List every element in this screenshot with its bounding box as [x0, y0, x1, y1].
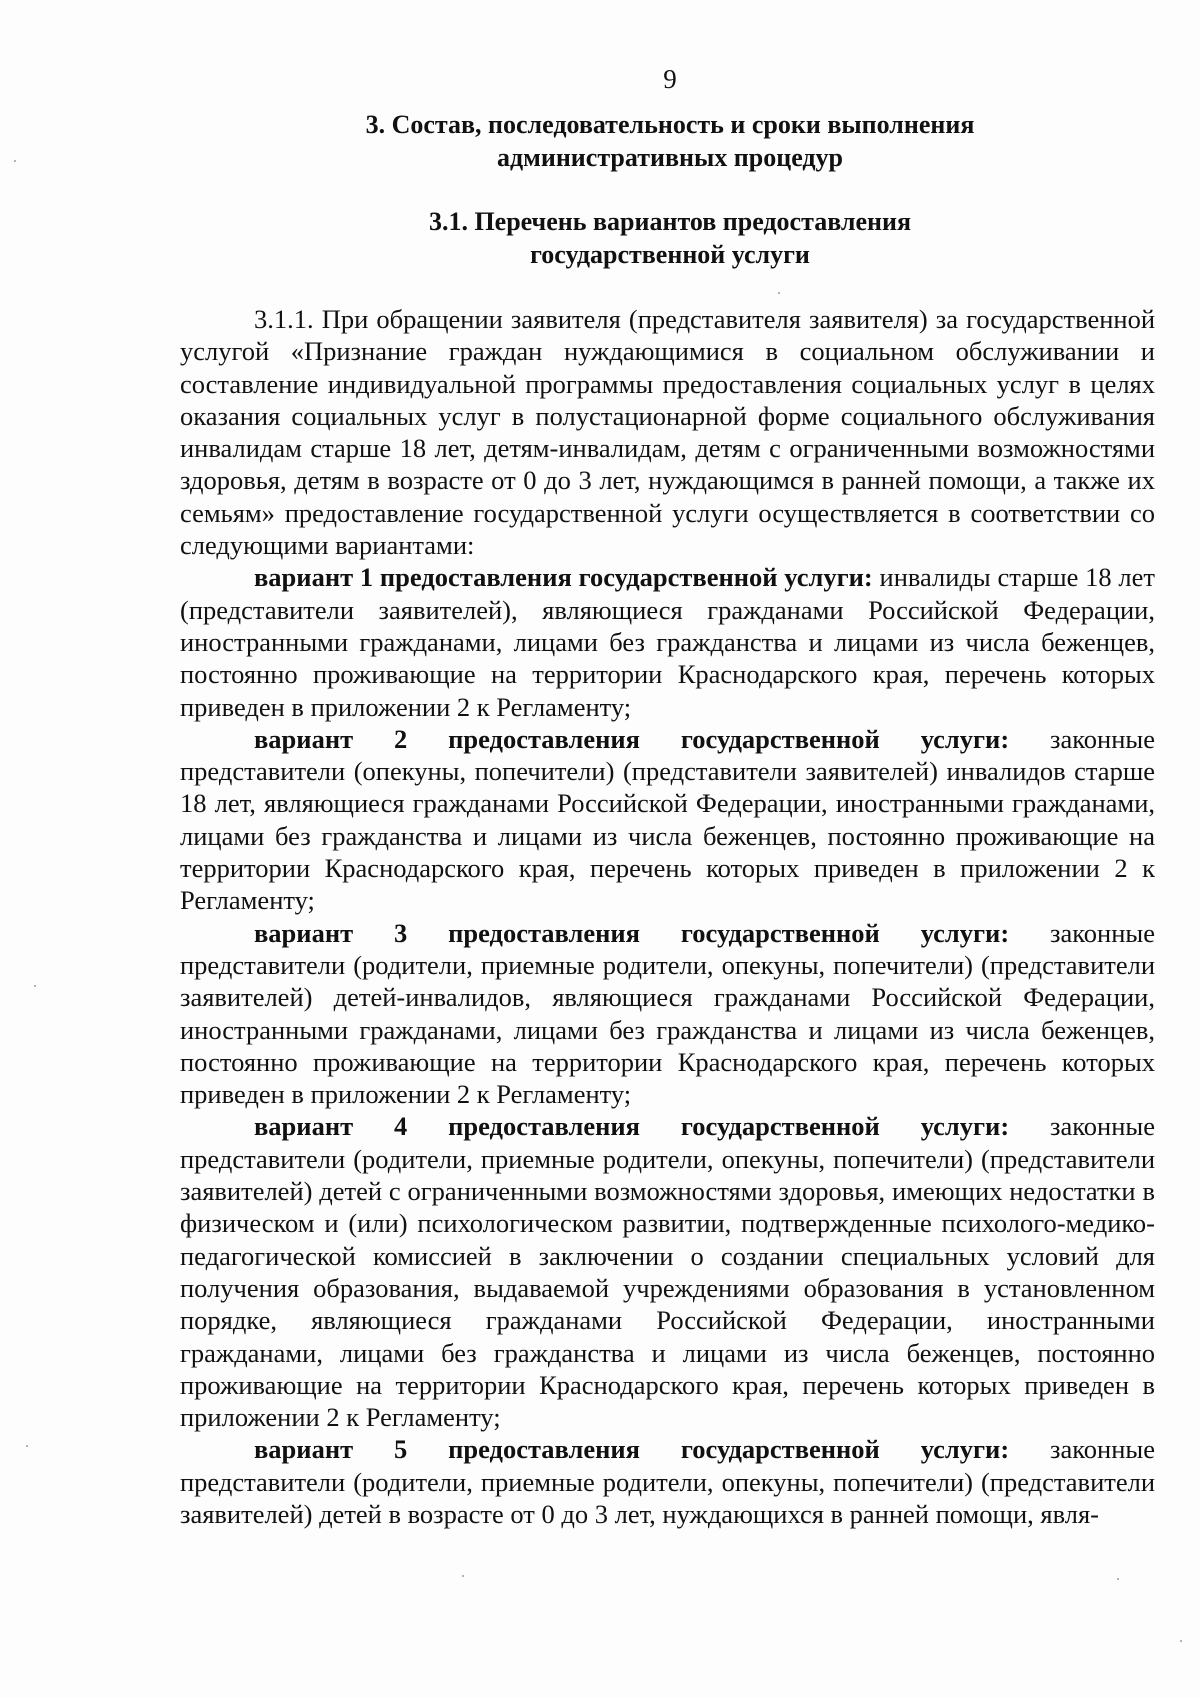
variant-text-1: инвалиды старше 18 лет (представители заявителей), являющиеся гражданами Российской Федерации, иностранными гражданами, лицами без гражданства и лицами из числа беженцев, постоянно проживающие на территории Краснодарского края, перечень которых приведен в приложении 2 к Регламенту; — [180, 562, 1155, 722]
variant-label-1: вариант 1 предоставления государственной услуги: — [254, 562, 873, 593]
variant-text-4: законные представители (родители, приемные родители, опекуны, попечители) (представители заявителей) детей с ограниченными возможностями здоровья, имеющих недостатки в физическом и (или) психологическом развитии, подтвержденные психолого-медико-педагогической комиссией в заключении о создании специальных условий для получения образования, выдаваемой учреждениями образования в установленном порядке, являющиеся гражданами Российской Федерации, иностранными гражданами, лицами без гражданства и лицами из числа беженцев, постоянно проживающие на территории Краснодарского края, перечень которых приведен в приложении 2 к Регламенту; — [180, 1111, 1155, 1433]
variant-text-2: законные представители (опекуны, попечители) (представители заявителей) инвалидов старше 18 лет, являющиеся гражданами Российской Федерации, иностранными гражданами, лицами без гражданства и лицами из числа беженцев, постоянно проживающие на территории Краснодарского края, перечень которых приведен в приложении 2 к Регламенту; — [180, 723, 1155, 916]
variant-label-4: вариант 4 предоставления государственной услуги: — [254, 1111, 1010, 1142]
variant-paragraph-5 — [180, 1433, 1155, 1530]
scan-speck — [34, 985, 36, 987]
variant-label-2: вариант 2 предоставления государственной услуги: — [254, 723, 1010, 754]
variant-text-3: законные представители (родители, приемные родители, опекуны, попечители) (представители заявителей) детей-инвалидов, являющиеся гражданами Российской Федерации, иностранными гражданами, лицами без гражданства и лицами из числа беженцев, постоянно проживающие на территории Краснодарского края, перечень которых приведен в приложении 2 к Регламенту; — [180, 917, 1155, 1110]
page-number: 9 — [663, 64, 677, 94]
variant-paragraph-1 — [180, 561, 1155, 722]
scan-speck — [14, 160, 16, 162]
section-heading-line-1: 3. Состав, последовательность и сроки выполнения — [365, 110, 975, 139]
variant-label-3: вариант 3 предоставления государственной услуги: — [254, 917, 1010, 948]
scan-speck — [778, 292, 780, 294]
intro-paragraph: 3.1.1. При обращении заявителя (представителя заявителя) за государственной услугой «Признание граждан нуждающимися в социальном обслуживании и составление индивидуальной программы предоставления социальных услуг в целях оказания социальных услуг в полустационарной форме социального обслуживания инвалидам старше 18 лет, детям-инвалидам, детям с ограниченными возможностями здоровья, детям в возрасте от 0 до 3 лет, нуждающимся в ранней помощи, а также их семьям» предоставление государственной услуги осуществляется в соответствии со следующими вариантами: — [180, 304, 1155, 561]
subsection-heading — [0, 205, 1200, 271]
scan-speck — [26, 1445, 28, 1447]
variant-text-5: законные представители (родители, приемные родители, опекуны, попечители) (представители заявителей) детей в возрасте от 0 до 3 лет, нуждающихся в ранней помощи, явля- — [180, 1434, 1155, 1529]
section-heading — [0, 108, 1200, 174]
scan-speck — [1180, 1640, 1182, 1642]
body-text — [180, 303, 1155, 1530]
scan-speck — [1117, 1578, 1119, 1580]
subsection-heading-line-1: 3.1. Перечень вариантов предоставления — [428, 207, 912, 236]
scan-speck — [462, 1575, 464, 1577]
variant-paragraph-3 — [180, 917, 1155, 1111]
subsection-heading-line-2: государственной услуги — [530, 240, 810, 269]
section-heading-line-2: административных процедур — [496, 143, 844, 172]
variant-paragraph-4 — [180, 1110, 1155, 1433]
variant-label-5: вариант 5 предоставления государственной услуги: — [254, 1434, 1010, 1465]
variant-paragraph-2 — [180, 723, 1155, 917]
